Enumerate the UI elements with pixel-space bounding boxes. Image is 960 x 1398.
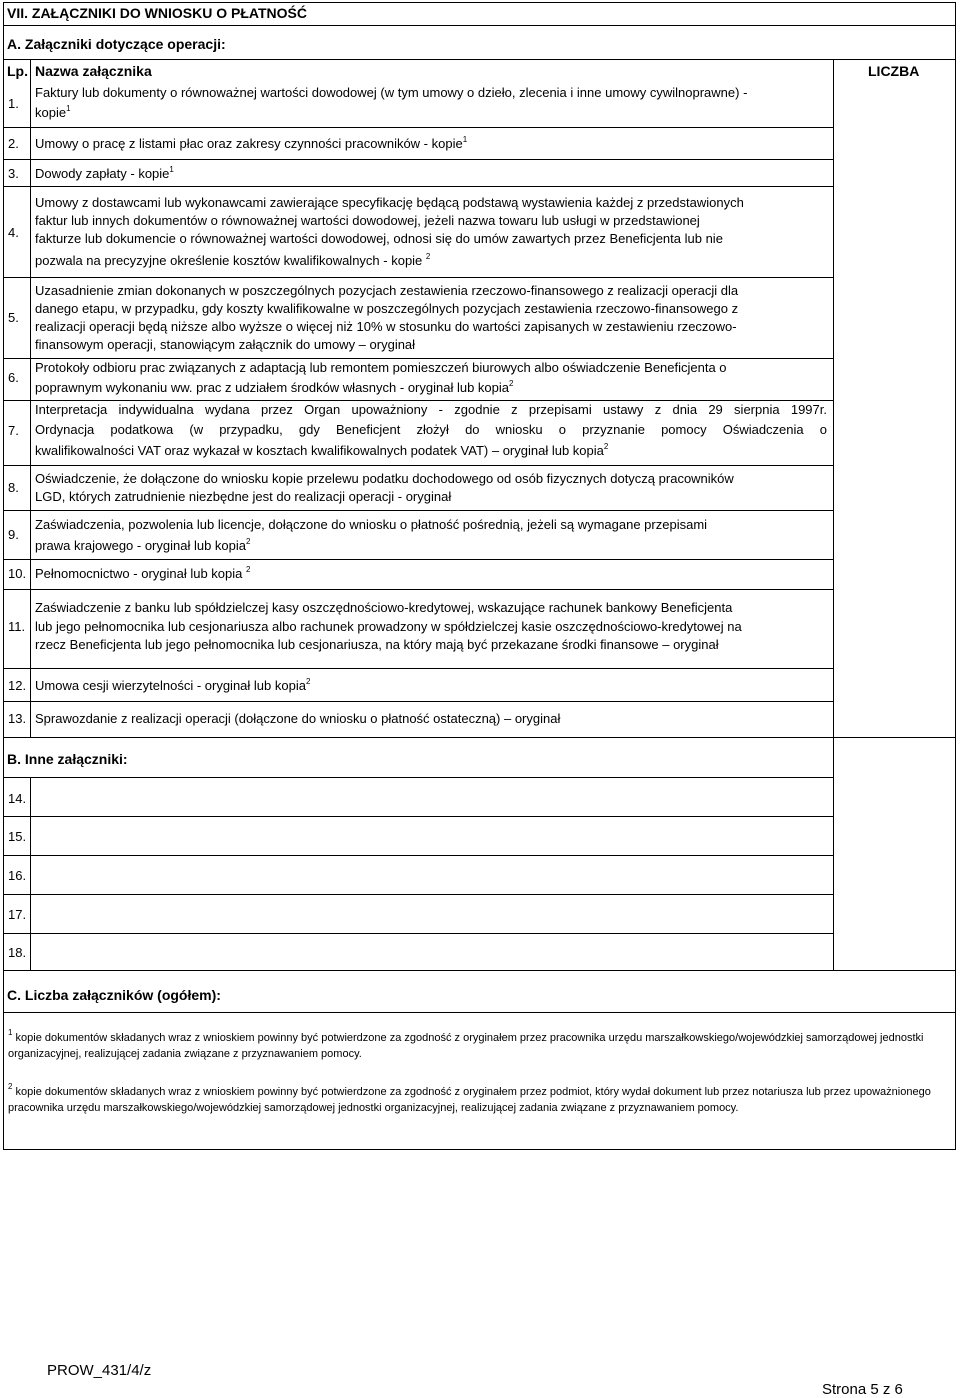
- row-text: prawa krajowego - oryginał lub kopia$^2$: [35, 537, 251, 553]
- divider: [3, 465, 833, 466]
- footnote-2: $^2$ kopie dokumentów składanych wraz z wnioskiem powinny być potwierdzone za zgodność z oryginałem przez podmiot, który wydał dokument lub przez notariusza lub przez upoważnionego pracownika urzędu marszałkowskiego/wojewódzkiej samorządowej jednostki organizacyjnej, realizującej zadania związane z przyznawaniem pomocy.: [8, 1082, 931, 1114]
- subsection-a-title: A. Załączniki dotyczące operacji:: [7, 36, 226, 52]
- row-text: danego etapu, w przypadku, gdy koszty kwalifikowalne w poszczególnych pozycjach zestawienia rzeczowo-finansowego z: [35, 301, 739, 316]
- divider: [3, 510, 833, 511]
- header-count: LICZBA: [868, 63, 920, 79]
- divider: [3, 701, 833, 702]
- row-text: Zaświadczenia, pozwolenia lub licencje, dołączone do wniosku o płatność pośrednią, jeżeli są wymagane przepisami: [35, 517, 708, 532]
- row-text: realizacji operacji będą niższe albo wyższe o więcej niż 10% w stosunku do wartości zapisanych w zestawieniu rzeczowo-: [35, 319, 737, 334]
- other-row-number: 18.: [8, 945, 27, 960]
- row-number: 12.: [8, 678, 27, 693]
- row-text: Faktury lub dokumenty o równoważnej wartości dowodowej (w tym umowy o dzieło, zlecenia i inne umowy cywilnoprawne) -: [35, 85, 748, 100]
- row-text: LGD, których zatrudnienie niezbędne jest do realizacji operacji - oryginał: [35, 489, 452, 504]
- subsection-c-title: C. Liczba załączników (ogółem):: [7, 987, 221, 1003]
- row-text: Oświadczenie, że dołączone do wniosku kopie przelewu podatku dochodowego od osób fizycznych dotyczą pracowników: [35, 471, 734, 486]
- row-text: kopie$^1$: [35, 104, 71, 120]
- row-text: kwalifikowalności VAT oraz wykazał w kosztach kwalifikowalnych podatek VAT) – oryginał lub kopia$^2$: [35, 442, 609, 458]
- row-number: 5.: [8, 310, 19, 325]
- header-name: Nazwa załącznika: [35, 63, 152, 79]
- other-row-number: 16.: [8, 868, 27, 883]
- column-divider: [30, 777, 31, 970]
- row-text: poprawnym wykonaniu ww. prac z udziałem środków własnych - oryginał lub kopia$^2$: [35, 379, 514, 395]
- divider: [3, 25, 956, 26]
- header-lp: Lp.: [7, 63, 28, 79]
- divider: [3, 127, 833, 128]
- row-text: pozwala na precyzyjne określenie kosztów kwalifikowalnych - kopie $^2$: [35, 252, 431, 268]
- form-code: PROW_431/4/z: [47, 1362, 152, 1379]
- row-text: Interpretacja indywidualna wydana przez Organ upoważniony - zgodnie z przepisami ustawy z dnia 29 sierpnia 1997r.: [35, 402, 827, 417]
- row-text: rzecz Beneficjenta lub jego pełnomocnika lub cesjonariusza, na który mają być przekazane środki finansowe – oryginał: [35, 637, 719, 652]
- divider: [3, 277, 833, 278]
- page-number: Strona 5 z 6: [822, 1381, 903, 1398]
- divider: [3, 186, 833, 187]
- row-text: Uzasadnienie zmian dokonanych w poszczególnych pozycjach zestawienia rzeczowo-finansowego z realizacji operacji dla: [35, 283, 739, 298]
- divider: [3, 1012, 956, 1013]
- divider: [3, 737, 956, 738]
- row-number: 3.: [8, 166, 19, 181]
- row-number: 6.: [8, 370, 19, 385]
- divider: [3, 589, 833, 590]
- footnote-1: $^1$ kopie dokumentów składanych wraz z wnioskiem powinny być potwierdzone za zgodność z oryginałem przez pracownika urzędu marszałkowskiego/wojewódzkiej samorządowej jednostki organizacyjnej, realizującej zadania związane z przyznawaniem pomocy.: [8, 1028, 924, 1060]
- divider: [3, 894, 833, 895]
- row-number: 8.: [8, 480, 19, 495]
- row-number: 9.: [8, 527, 19, 542]
- row-text: Dowody zapłaty - kopie$^1$: [35, 165, 174, 181]
- row-text: Pełnomocnictwo - oryginał lub kopia $^2$: [35, 565, 251, 581]
- row-number: 13.: [8, 711, 27, 726]
- section-title: VII. ZAŁĄCZNIKI DO WNIOSKU O PŁATNOŚĆ: [7, 5, 307, 21]
- row-text: faktur lub innych dokumentów o równoważnej wartości dowodowej, jeżeli nazwa towaru lub usługi w przedstawionej: [35, 213, 700, 228]
- divider: [3, 777, 833, 778]
- other-row-number: 17.: [8, 907, 27, 922]
- row-number: 11.: [8, 619, 26, 634]
- row-text: lub jego pełnomocnika lub cesjonariusza albo rachunek prowadzony w spółdzielczej kasie oszczędnościowo-kredytowej na: [35, 619, 742, 634]
- row-text: Sprawozdanie z realizacji operacji (dołączone do wniosku o płatność ostateczną) – oryginał: [35, 711, 561, 726]
- row-number: 1.: [8, 96, 19, 111]
- row-number: 7.: [8, 423, 19, 438]
- row-text: Umowy o pracę z listami płac oraz zakresy czynności pracowników - kopie$^1$: [35, 135, 468, 151]
- row-text: Zaświadczenie z banku lub spółdzielczej kasy oszczędnościowo-kredytowej, wskazujące rachunek bankowy Beneficjenta: [35, 600, 733, 615]
- row-text: Umowa cesji wierzytelności - oryginał lub kopia$^2$: [35, 677, 311, 693]
- row-number: 4.: [8, 225, 19, 240]
- row-text: Protokoły odbioru prac związanych z adaptacją lub remontem pomieszczeń biurowych albo oświadczenie Beneficjenta o: [35, 360, 727, 375]
- divider: [3, 816, 833, 817]
- divider: [3, 159, 833, 160]
- row-text: finansowym operacji, stanowiącym załącznik do umowy – oryginał: [35, 337, 416, 352]
- divider: [3, 933, 833, 934]
- row-text: Ordynacja podatkowa (w przypadku, gdy Beneficjent złożył do wniosku o przyznanie pomocy Oświadczenia o: [35, 422, 827, 437]
- column-divider: [833, 59, 834, 970]
- divider: [3, 559, 833, 560]
- divider: [3, 668, 833, 669]
- row-number: 2.: [8, 136, 19, 151]
- row-text: fakturze lub dokumencie o równoważnej wartości dowodowej, odnosi się do umów zawartych przez Beneficjenta lub nie: [35, 231, 723, 246]
- row-number: 10.: [8, 566, 27, 581]
- divider: [3, 855, 833, 856]
- subsection-b-title: B. Inne załączniki:: [7, 751, 128, 767]
- divider: [3, 970, 956, 971]
- other-row-number: 15.: [8, 829, 27, 844]
- row-text: Umowy z dostawcami lub wykonawcami zawierające specyfikację będącą podstawą wystawienia każdej z przedstawionych: [35, 195, 744, 210]
- other-row-number: 14.: [8, 791, 27, 806]
- column-divider: [30, 59, 31, 737]
- divider: [3, 59, 956, 60]
